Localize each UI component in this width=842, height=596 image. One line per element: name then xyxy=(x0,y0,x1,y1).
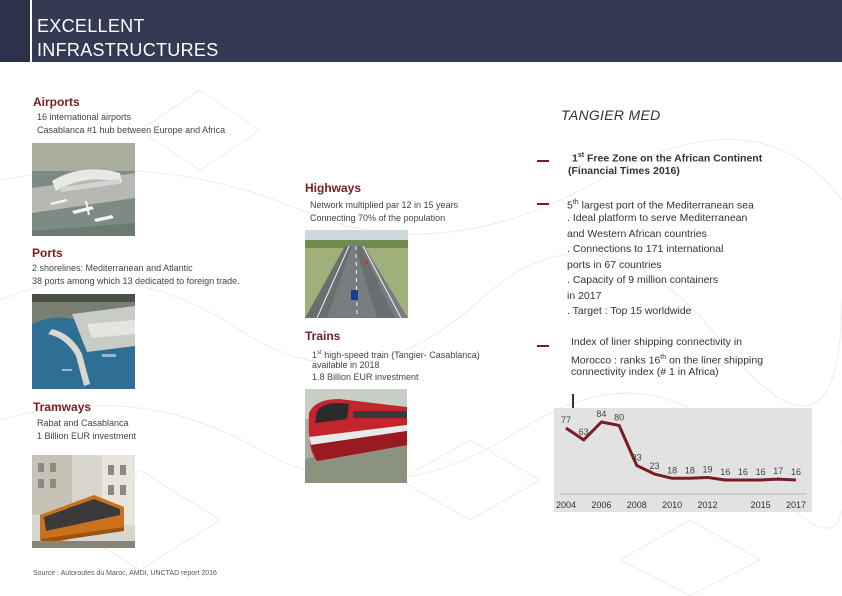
highways-line-2: Connecting 70% of the population xyxy=(310,213,446,223)
tangier-item-1-num: 1 xyxy=(572,152,578,165)
train-photo xyxy=(305,389,407,483)
tangier-item-2-sup: th xyxy=(572,199,579,206)
airport-photo xyxy=(32,143,135,236)
chart-data-label: 16 xyxy=(720,467,731,477)
page-title-line-2: INFRASTRUCTURES xyxy=(37,40,219,60)
header-accent xyxy=(0,0,32,62)
page-title xyxy=(37,14,219,62)
tramways-title: Tramways xyxy=(33,400,92,414)
chart-x-tick-label: 2010 xyxy=(662,500,683,510)
trains-line-1-text: high-speed train (Tangier- Casablanca) xyxy=(321,350,480,360)
airports-line-1: 16 international airports xyxy=(37,112,132,122)
ports-line-2: 38 ports among which 13 dedicated to foreign trade. xyxy=(32,276,240,286)
airports-title: Airports xyxy=(33,95,80,109)
bullet-dash xyxy=(537,345,549,347)
ports-title: Ports xyxy=(32,246,63,260)
chart-data-label: 77 xyxy=(560,414,572,425)
tangier-item-1-sup: st xyxy=(577,152,585,159)
connectivity-chart xyxy=(554,408,812,512)
trains-line-1-sup: st xyxy=(317,350,322,356)
trains-line-2: available in 2018 xyxy=(312,360,380,370)
chart-data-label: 19 xyxy=(702,464,713,475)
tramways-line-2: 1 Billion EUR investment xyxy=(37,431,137,441)
tangier-item-1-line-2: (Financial Times 2016) xyxy=(568,165,680,177)
trains-title: Trains xyxy=(305,329,341,343)
trains-line-3: 1.8 Billion EUR investment xyxy=(312,372,419,382)
tangier-item-3-rank: Morocco : ranks 16 xyxy=(571,354,661,367)
tangier-med-title: TANGIER MED xyxy=(561,107,661,123)
chart-data-label: 17 xyxy=(773,466,784,477)
page-title-line-1: EXCELLENT xyxy=(37,16,145,36)
connectivity-chart-svg xyxy=(554,408,812,512)
chart-x-tick-label: 2017 xyxy=(785,500,807,510)
chart-data-label: 18 xyxy=(684,465,695,476)
chart-data-label: 16 xyxy=(790,467,802,477)
chart-data-label: 84 xyxy=(596,409,607,419)
highways-line-1: Network multiplied par 12 in 15 years xyxy=(310,200,459,210)
tangier-item-3-text: on the liner shipping xyxy=(666,354,764,367)
chart-data-label: 63 xyxy=(578,426,589,437)
airports-line-2: Casablanca #1 hub between Europe and Africa xyxy=(37,125,226,135)
chart-x-tick-label: 2015 xyxy=(750,500,771,510)
bullet-dash xyxy=(537,160,549,162)
tangier-item-2-details: . Ideal platform to serve Mediterranean and Western African countries . Connections to 171 international ports in 67 countries . Capacity of 9 million containers in 2017 . Target : Top 15 worldwide xyxy=(567,212,748,317)
tangier-item-1-text: Free Zone on the African Continent xyxy=(584,152,763,165)
highways-title: Highways xyxy=(305,181,362,195)
chart-marker-line xyxy=(572,394,574,408)
tangier-item-3-sup: th xyxy=(660,354,667,361)
tangier-item-2-text: largest port of the Mediterranean sea xyxy=(578,199,754,212)
chart-data-label: 33 xyxy=(631,452,642,463)
chart-data-label: 23 xyxy=(649,461,660,472)
chart-data-label: 18 xyxy=(667,465,678,476)
header-bar xyxy=(0,0,842,62)
chart-data-label: 80 xyxy=(614,412,625,423)
chart-x-tick-label: 2004 xyxy=(555,500,577,510)
highway-photo xyxy=(305,230,408,318)
chart-x-tick-label: 2006 xyxy=(591,500,612,510)
port-photo xyxy=(32,294,135,389)
trains-line-1-num: 1 xyxy=(312,350,318,360)
tangier-item-2-num: 5 xyxy=(567,199,573,212)
tramways-line-1: Rabat and Casablanca xyxy=(37,418,129,428)
bullet-dash xyxy=(537,203,549,205)
chart-x-tick-label: 2008 xyxy=(626,500,647,510)
source-note: Source : Autoroutes du Maroc, AMDI, UNCTAD report 2016 xyxy=(33,570,217,577)
ports-line-1: 2 shorelines: Mediterranean and Atlantic xyxy=(32,263,193,273)
chart-data-label: 16 xyxy=(755,467,766,477)
tangier-item-3-line-3: connectivity index (# 1 in Africa) xyxy=(571,366,719,378)
chart-x-tick-label: 2012 xyxy=(697,500,718,510)
chart-data-label: 16 xyxy=(737,467,748,477)
tramway-photo xyxy=(32,455,135,548)
tangier-item-3-line-1: Index of liner shipping connectivity in xyxy=(571,336,743,348)
